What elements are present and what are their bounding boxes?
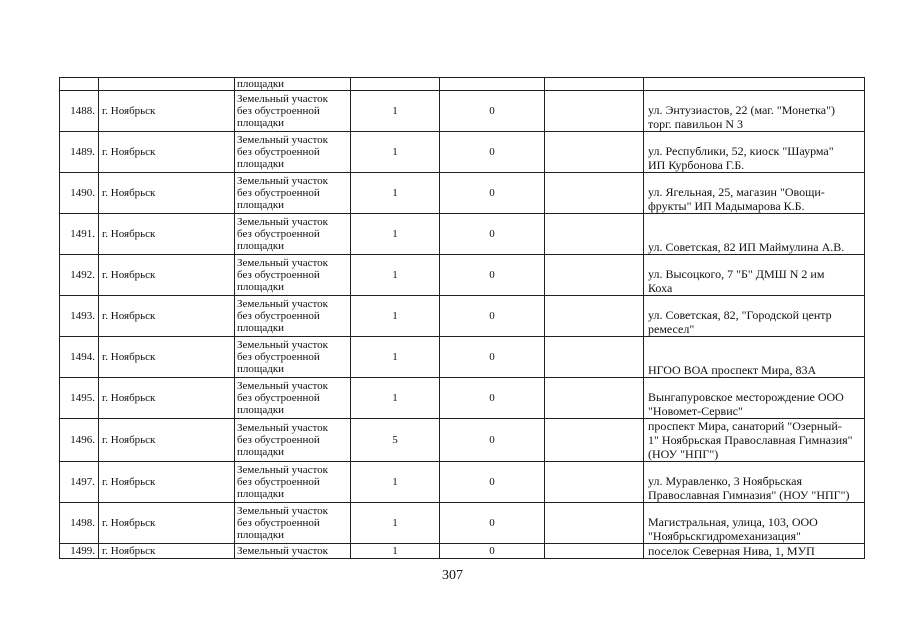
row-number: 1493.	[60, 296, 99, 337]
address-cell: поселок Северная Нива, 1, МУП	[644, 544, 865, 559]
address-cell-line: ул. Республики, 52, киоск "Шаурма"	[648, 144, 834, 158]
address-cell-line: ул. Муравленко, 3 Ноябрьская	[648, 474, 802, 488]
address-cell	[644, 462, 865, 503]
table-row	[60, 78, 865, 91]
count-cell: 1	[351, 214, 440, 255]
table-row	[60, 255, 865, 296]
description-cell-line: площадки	[237, 199, 285, 211]
description-cell-line: Земельный участок	[237, 175, 328, 187]
row-number: 1489.	[60, 132, 99, 173]
address-cell-line: "Ноябрьскгидромеханизация"	[648, 529, 801, 543]
count-cell: 1	[351, 173, 440, 214]
count-cell: 1	[351, 544, 440, 559]
description-cell-line: Земельный участок	[237, 93, 328, 105]
description-cell-line: Земельный участок	[237, 422, 328, 434]
row-number: 1488.	[60, 91, 99, 132]
description-cell-line: без обустроенной	[237, 187, 320, 199]
table-row	[60, 173, 865, 214]
zero-cell: 0	[440, 132, 545, 173]
zero-cell: 0	[440, 91, 545, 132]
address-cell-line: ул. Ягельная, 25, магазин "Овощи-	[648, 185, 825, 199]
empty-cell	[545, 544, 644, 559]
description-cell-line: без обустроенной	[237, 310, 320, 322]
registry-table	[59, 77, 865, 559]
table-row	[60, 296, 865, 337]
description-cell-line: площадки	[237, 529, 285, 541]
description-cell-line: Земельный участок	[237, 380, 328, 392]
description-cell-line: площадки	[237, 281, 285, 293]
city-cell: г. Ноябрьск	[99, 419, 235, 462]
zero-cell: 0	[440, 462, 545, 503]
address-cell-line: НГОО ВОА проспект Мира, 83А	[648, 363, 817, 377]
address-cell-line: торг. павильон N 3	[648, 117, 744, 131]
address-cell	[644, 337, 865, 378]
zero-cell: 0	[440, 255, 545, 296]
zero-cell: 0	[440, 544, 545, 559]
description-cell: Земельный участок	[235, 544, 351, 559]
address-cell	[644, 255, 865, 296]
address-cell-line: ул. Высоцкого, 7 "Б" ДМШ N 2 им	[648, 267, 825, 281]
address-cell-line: ИП Курбонова Г.Б.	[648, 158, 745, 172]
description-cell-line: площадки	[237, 158, 285, 170]
empty-cell	[545, 255, 644, 296]
description-cell-line: без обустроенной	[237, 434, 320, 446]
description-cell	[235, 378, 351, 419]
table-row	[60, 214, 865, 255]
description-cell-line: без обустроенной	[237, 392, 320, 404]
zero-cell: 0	[440, 296, 545, 337]
count-cell: 1	[351, 296, 440, 337]
empty-cell	[545, 503, 644, 544]
address-cell-line: "Новомет-Сервис"	[648, 404, 743, 418]
empty-cell	[545, 296, 644, 337]
row-number: 1498.	[60, 503, 99, 544]
address-cell-line: Коха	[648, 281, 673, 295]
description-cell-line: без обустроенной	[237, 476, 320, 488]
description-cell-line: без обустроенной	[237, 517, 320, 529]
description-cell-line: площадки	[237, 363, 285, 375]
description-cell-line: без обустроенной	[237, 269, 320, 281]
description-cell-line: без обустроенной	[237, 146, 320, 158]
table-row	[60, 91, 865, 132]
description-cell	[235, 503, 351, 544]
zero-cell: 0	[440, 419, 545, 462]
description-cell	[235, 419, 351, 462]
count-cell: 1	[351, 378, 440, 419]
description-cell	[235, 337, 351, 378]
address-cell-line: ул. Советская, 82, "Городской центр	[648, 308, 832, 322]
city-cell: г. Ноябрьск	[99, 337, 235, 378]
address-cell	[644, 296, 865, 337]
description-cell-line: без обустроенной	[237, 105, 320, 117]
empty-cell	[545, 337, 644, 378]
empty-cell	[545, 462, 644, 503]
description-cell-line: Земельный участок	[237, 339, 328, 351]
address-cell-line: ул. Энтузиастов, 22 (маг. "Монетка")	[648, 103, 835, 117]
description-cell	[235, 214, 351, 255]
address-cell	[644, 419, 865, 462]
description-cell-line: Земельный участок	[237, 134, 328, 146]
description-cell: площадки	[235, 78, 351, 91]
count-cell: 1	[351, 132, 440, 173]
description-cell	[235, 296, 351, 337]
city-cell: г. Ноябрьск	[99, 173, 235, 214]
table-row	[60, 503, 865, 544]
description-cell-line: площадки	[237, 322, 285, 334]
address-cell-line: Магистральная, улица, 103, ООО	[648, 515, 818, 529]
city-cell: г. Ноябрьск	[99, 91, 235, 132]
count-cell: 1	[351, 337, 440, 378]
description-cell-line: площадки	[237, 404, 285, 416]
table-row	[60, 419, 865, 462]
description-cell-line: без обустроенной	[237, 228, 320, 240]
city-cell: г. Ноябрьск	[99, 378, 235, 419]
description-cell-line: Земельный участок	[237, 464, 328, 476]
row-number: 1494.	[60, 337, 99, 378]
address-cell-line: 1" Ноябрьская Православная Гимназия"	[648, 433, 853, 447]
count-cell: 5	[351, 419, 440, 462]
row-number: 1497.	[60, 462, 99, 503]
empty-cell	[545, 419, 644, 462]
zero-cell: 0	[440, 173, 545, 214]
zero-cell: 0	[440, 503, 545, 544]
row-number: 1491.	[60, 214, 99, 255]
description-cell-line: площадки	[237, 488, 285, 500]
city-cell: г. Ноябрьск	[99, 544, 235, 559]
description-cell	[235, 132, 351, 173]
address-cell	[644, 91, 865, 132]
city-cell: г. Ноябрьск	[99, 296, 235, 337]
row-number: 1492.	[60, 255, 99, 296]
count-cell: 1	[351, 255, 440, 296]
address-cell	[644, 132, 865, 173]
address-cell-line: Вынгапуровское месторождение ООО	[648, 390, 844, 404]
empty-cell	[545, 378, 644, 419]
table-row	[60, 132, 865, 173]
description-cell-line: площадки	[237, 446, 285, 458]
table-row	[60, 462, 865, 503]
description-cell-line: Земельный участок	[237, 257, 328, 269]
table-row	[60, 337, 865, 378]
count-cell: 1	[351, 503, 440, 544]
description-cell-line: площадки	[237, 117, 285, 129]
count-cell: 1	[351, 91, 440, 132]
address-cell	[644, 378, 865, 419]
empty-cell	[545, 214, 644, 255]
address-cell-line: Православная Гимназия" (НОУ "НПГ")	[648, 488, 850, 502]
row-number: 1499.	[60, 544, 99, 559]
page-number: 307	[442, 568, 463, 583]
zero-cell: 0	[440, 337, 545, 378]
address-cell-line: (НОУ "НПГ")	[648, 447, 719, 461]
city-cell: г. Ноябрьск	[99, 255, 235, 296]
description-cell	[235, 173, 351, 214]
address-cell	[644, 503, 865, 544]
address-cell	[644, 214, 865, 255]
zero-cell: 0	[440, 378, 545, 419]
row-number: 1490.	[60, 173, 99, 214]
count-cell: 1	[351, 462, 440, 503]
table-row	[60, 544, 865, 559]
description-cell-line: Земельный участок	[237, 505, 328, 517]
row-number: 1495.	[60, 378, 99, 419]
address-cell-line: фрукты" ИП Мадымарова К.Б.	[648, 199, 805, 213]
table-row	[60, 378, 865, 419]
address-cell-line: ул. Советская, 82 ИП Маймулина А.В.	[648, 240, 845, 254]
empty-cell	[545, 132, 644, 173]
city-cell: г. Ноябрьск	[99, 503, 235, 544]
description-cell	[235, 255, 351, 296]
zero-cell: 0	[440, 214, 545, 255]
row-number: 1496.	[60, 419, 99, 462]
description-cell-line: без обустроенной	[237, 351, 320, 363]
city-cell: г. Ноябрьск	[99, 132, 235, 173]
city-cell: г. Ноябрьск	[99, 214, 235, 255]
empty-cell	[545, 91, 644, 132]
address-cell	[644, 173, 865, 214]
description-cell-line: Земельный участок	[237, 298, 328, 310]
address-cell-line: проспект Мира, санаторий "Озерный-	[648, 419, 842, 433]
address-cell-line: ремесел"	[648, 322, 695, 336]
empty-cell	[545, 173, 644, 214]
description-cell	[235, 462, 351, 503]
city-cell: г. Ноябрьск	[99, 462, 235, 503]
description-cell	[235, 91, 351, 132]
description-cell-line: Земельный участок	[237, 216, 328, 228]
description-cell-line: площадки	[237, 240, 285, 252]
